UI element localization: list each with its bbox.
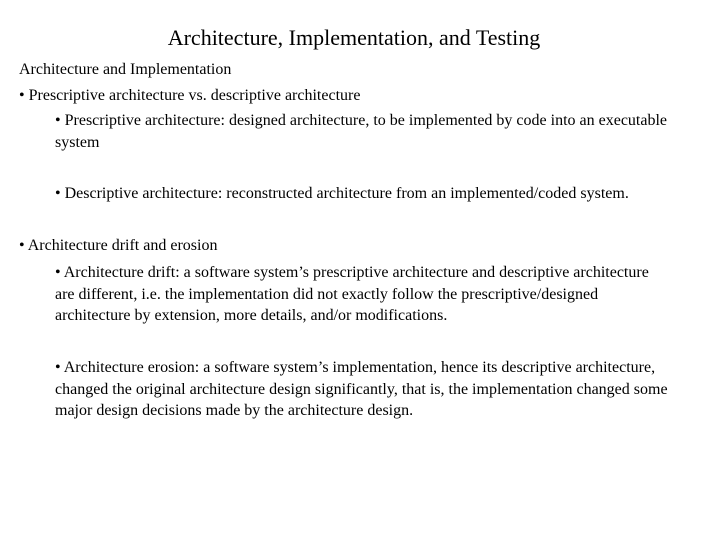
bullet-marker: • bbox=[55, 185, 61, 202]
bullet-marker: • bbox=[19, 87, 25, 104]
bullet-marker: • bbox=[19, 237, 25, 254]
bullet-text: Prescriptive architecture vs. descriptive architecture bbox=[28, 87, 361, 104]
section-heading: Architecture and Implementation bbox=[19, 61, 232, 78]
subbullet-architecture-erosion bbox=[55, 357, 705, 422]
slide-title: Architecture, Implementation, and Testing bbox=[167, 25, 541, 50]
bullet-marker: • bbox=[55, 359, 61, 376]
subbullet-text: Descriptive architecture: reconstructed architecture from an implemented/coded system. bbox=[64, 185, 629, 202]
subbullet-architecture-drift bbox=[55, 262, 667, 327]
subbullet-prescriptive-architecture bbox=[55, 110, 675, 153]
subbullet-text: Architecture erosion: a software system’s implementation, hence its descriptive architecture, changed the original architecture design significantly, that is, the implementation changed some major design decisions made by the architecture design. bbox=[55, 359, 668, 419]
bullet-text: Architecture drift and erosion bbox=[27, 237, 218, 254]
bullet-marker: • bbox=[55, 112, 61, 129]
subbullet-text: Architecture drift: a software system’s prescriptive architecture and descriptive architecture are different, i.e. the implementation did not exactly follow the prescriptive/designed architecture by extension, more details, and/or modifications. bbox=[55, 264, 649, 324]
bullet-marker: • bbox=[55, 264, 61, 281]
subbullet-text: Prescriptive architecture: designed architecture, to be implemented by code into an executable system bbox=[55, 112, 668, 151]
bullet-item-drift-and-erosion bbox=[19, 236, 217, 256]
bullet-item-prescriptive-vs-descriptive bbox=[19, 86, 360, 106]
subbullet-descriptive-architecture bbox=[55, 183, 705, 205]
